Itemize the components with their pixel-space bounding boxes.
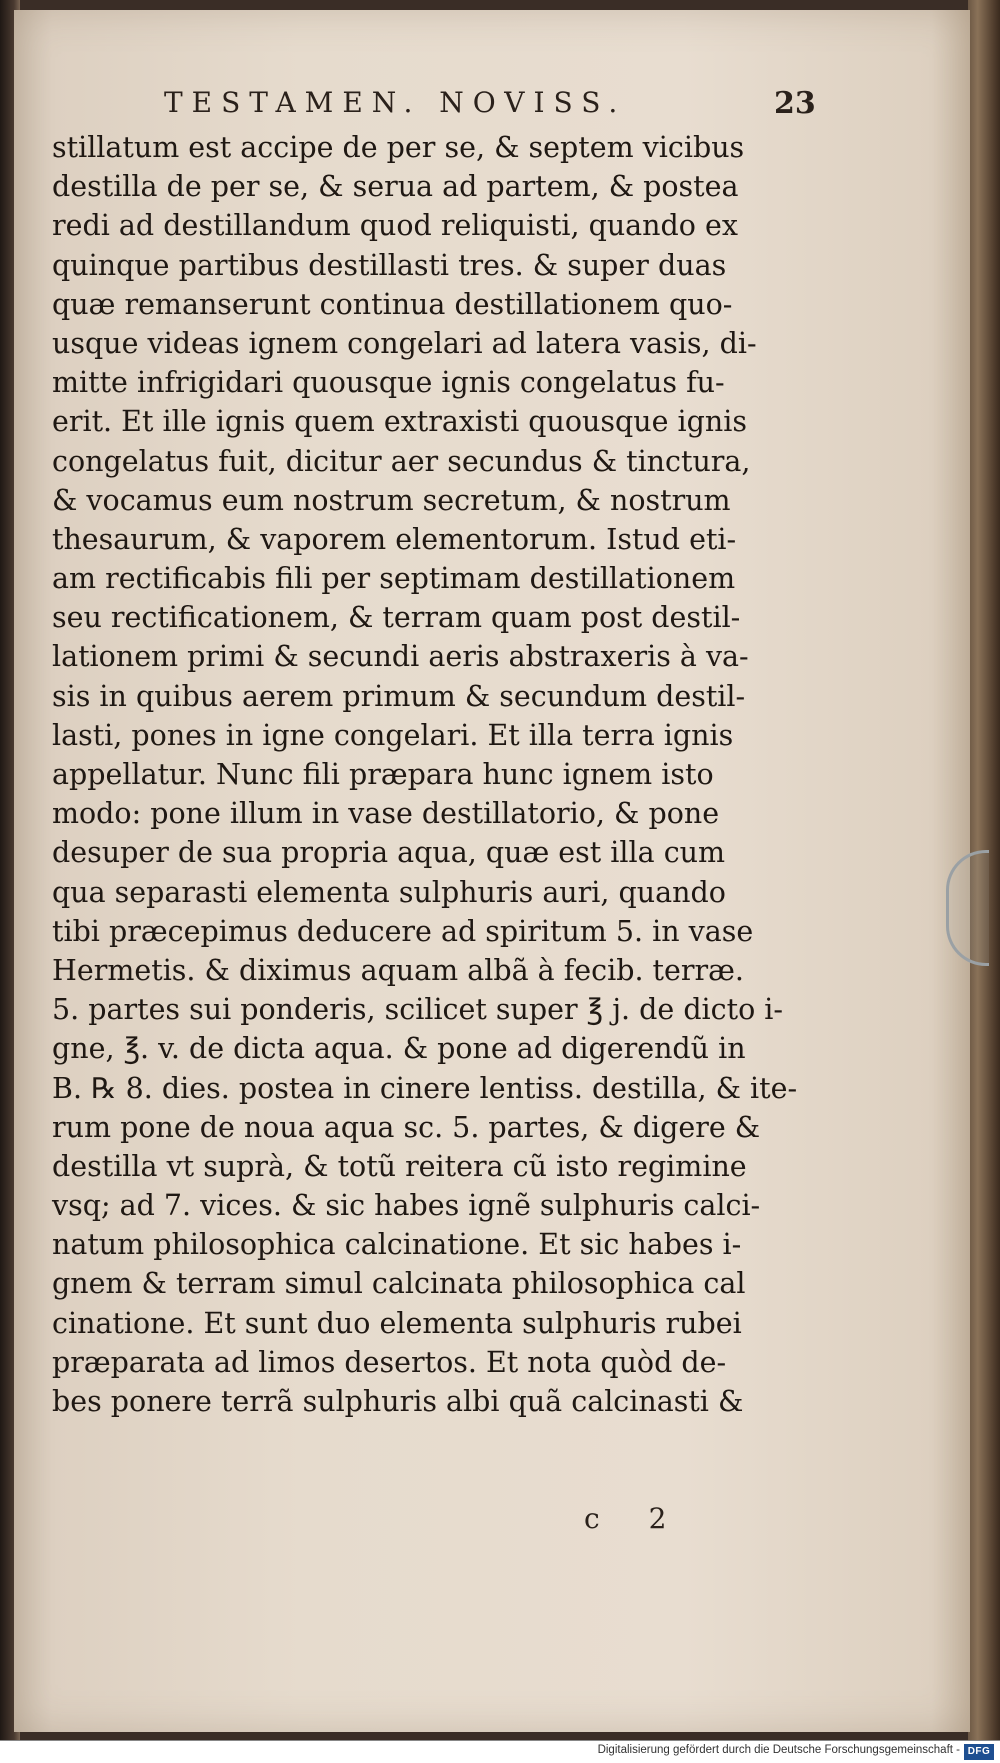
text-line: cinatione. Et sunt duo elementa sulphuris rubei [52,1306,742,1340]
text-line: lasti, pones in igne congelari. Et illa terra ignis [52,718,734,752]
signature-mark: c 2 [584,1502,687,1535]
body-text [52,128,842,1421]
text-line: erit. Et ille ignis quem extraxisti quousque ignis [52,405,747,439]
text-line: modo: pone illum in vase destillatorio, & pone [52,797,720,831]
dfg-logo: DFG [964,1744,994,1760]
text-line: natum philosophica calcinatione. Et sic habes i- [52,1228,742,1262]
text-line: mitte infrigidari quousque ignis congelatus fu- [52,366,725,400]
book-page [14,10,970,1732]
text-line: 5. partes sui ponderis, scilicet super ℥ j. de dicto i- [52,993,784,1027]
text-line: congelatus fuit, dicitur aer secundus & tinctura, [52,444,751,478]
text-line: Hermetis. & diximus aquam albã à fecib. terræ. [52,953,744,987]
funding-text: Digitalisierung gefördert durch die Deutsche Forschungsgemeinschaft - [597,1744,960,1756]
text-line: lationem primi & secundi aeris abstraxeris à va- [52,640,749,674]
text-line: destilla vt suprà, & totũ reitera cũ isto regimine [52,1149,747,1183]
text-line: qua separasti elementa sulphuris auri, quando [52,875,726,909]
text-line: am rectificabis fili per septimam destillationem [52,562,736,596]
text-line: gne, ℥. v. de dicta aqua. & pone ad digerendũ in [52,1032,746,1066]
text-line: quinque partibus destillasti tres. & super duas [52,248,727,282]
text-line: gnem & terram simul calcinata philosophica cal [52,1267,746,1301]
text-line: præparata ad limos desertos. Et nota quòd de- [52,1345,727,1379]
funding-footer [0,1740,1000,1763]
page-header [14,86,970,130]
text-line: redi ad destillandum quod reliquisti, quando ex [52,209,738,243]
text-line: bes ponere terrã sulphuris albi quã calcinasti & [52,1385,744,1418]
text-line: tibi præcepimus deducere ad spiritum 5. in vase [52,914,754,948]
text-line: destilla de per se, & serua ad partem, & postea [52,170,739,204]
running-head: TESTAMEN. NOVISS. [164,86,627,119]
text-line: quæ remanserunt continua destillationem quo- [52,287,733,321]
text-line: sis in quibus aerem primum & secundum destil- [52,679,746,713]
text-line: usque videas ignem congelari ad latera vasis, di- [52,326,757,360]
text-line: stillatum est accipe de per se, & septem vicibus [52,131,745,164]
text-line: B. ℞ 8. dies. postea in cinere lentiss. destilla, & ite- [52,1071,798,1105]
page-number: 23 [774,86,816,121]
text-line: rum pone de noua aqua sc. 5. partes, & digere & [52,1110,761,1144]
text-line: appellatur. Nunc fili præpara hunc ignem isto [52,758,714,791]
text-line: seu rectificationem, & terram quam post destil- [52,601,741,635]
text-line: vsq; ad 7. vices. & sic habes ignẽ sulphuris calci- [52,1189,761,1223]
text-line: desuper de sua propria aqua, quæ est illa cum [52,836,726,870]
text-line: & vocamus eum nostrum secretum, & nostrum [52,483,731,517]
book-clasp [946,850,989,966]
text-line: thesaurum, & vaporem elementorum. Istud eti- [52,522,737,556]
